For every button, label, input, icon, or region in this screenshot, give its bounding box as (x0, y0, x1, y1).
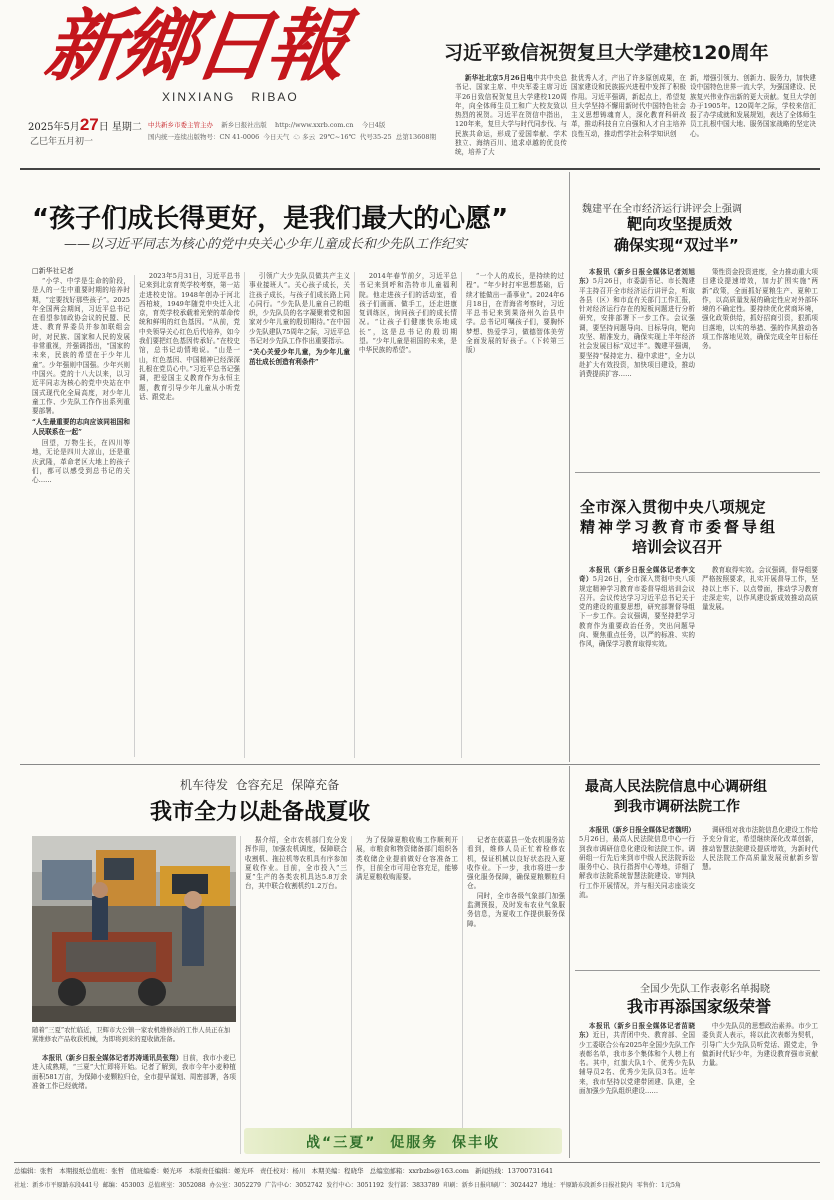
lead-story-subhead3: “关心关爱少年儿童，为少年儿童茁壮成长创造有利条件” (249, 348, 350, 366)
bottom-story-col3 (356, 836, 458, 1154)
right-story3-col1 (579, 826, 695, 966)
weather-icon: ☁ (293, 133, 301, 141)
column-rule (354, 272, 355, 758)
top-story-col1-text: 中共中央总书记、国家主席、中央军委主席习近平26日致信祝贺复旦大学建校120周年，向全体师生员工和广大校友致以热烈的祝贺。习近平在贺信中指出，120年来，复旦大学与时代同步伐、与民族共命运，形成了爱国奉献、学术独立、海纳百川、追求卓越的优良传统，培养了大 (455, 74, 567, 157)
right-story1-kicker: 魏建平在全市经济运行讲评会上强调 (582, 204, 742, 215)
right-story3-col2 (702, 826, 818, 966)
bottom-story-col1 (32, 1054, 236, 1154)
photo-illustration (32, 836, 236, 1022)
weather-label: 今日天气 (263, 133, 290, 141)
postal-code: 代号35-25 (359, 133, 392, 141)
section-divider (575, 472, 820, 473)
masthead-info-line1 (148, 120, 385, 129)
weather-condition: 多云 (302, 133, 316, 141)
right-story4-col2 (702, 1022, 818, 1152)
photo-caption: 随着“三夏”农忙临近，卫辉市大公镇一家农机维修站的工作人员正在加紧维修农产品收获机械，为即将到来的夏收做准备。 (32, 1026, 231, 1043)
right-story4-col1 (579, 1022, 695, 1152)
lead-story-col1-text: “小学、中学是生命的阶段，是人的一生中重要时期的培养时期，“定要找好那些孩子”。2025年全国两会期间，习近平总书记在看望参加政协会议的民盟、民进、教育界委员并参加联组会时，对民族、国家和人民的发展非常重视，并强调指出，“国家的未来，民族的希望在于少年儿童”。少年强则中国强。少年兴则中国兴。党的十八大以来，以习近平同志为核心的党中央站在中国式现代化全局高度，对少年儿童工作、少先队工作作出系列重要部署。 (32, 277, 130, 416)
page-divider (20, 764, 820, 765)
footer-page-editor: 本版责任编辑：姬光环 (188, 1167, 254, 1175)
top-story-col3-text: 新，增强引领力、创新力、服务力，加快建设中国特色世界一流大学，为强国建设、民族复兴伟业作出新的更大贡献。复旦大学创办于1905年。120周年之际，学校来信汇报了办学成就和发展规划，表达了全体师生员工扎根中国大地、服务国家战略的坚定决心。 (690, 74, 816, 138)
right-story1-col1 (579, 268, 695, 468)
right-story3-col1-text: 5月26日，最高人民法院信息中心一行到我市调研信息化建设和法院工作。调研组一行先后来到市中级人民法院诉讼服务中心、执行指挥中心等地，详细了解我市法院系统智慧法院建设、审判执行工作开展情况，并与相关同志座谈交流。 (579, 835, 695, 900)
newspaper-logo: 新鄉日報 (39, 1, 349, 92)
right-story3-title-line2: 到我市调研法院工作 (614, 799, 740, 815)
total-issue-number: 总第13608期 (395, 133, 436, 141)
footer-postcode: 邮编：453003 (102, 1182, 145, 1189)
bottom-story-col4-text: 记者在获嘉县一处农机服务站看到，维修人员正忙着检修农机，保证机械以良好状态投入夏收作业。下一步，我市将进一步强化服务保障，确保夏粮颗粒归仓。 (467, 836, 565, 891)
lead-story-subtitle: ——以习近平同志为核心的党中央关心少年儿童成长和少先队工作纪实 (64, 237, 468, 252)
column-rule (462, 836, 463, 1154)
harvest-banner-text: 战“三夏” 促服务 保丰收 (306, 1135, 500, 1151)
footer-duty-editor: 本期报纸总值班：张哲 (59, 1167, 125, 1175)
right-story1-lead: 本报讯（新乡日报全媒体记者刘旭东） (579, 268, 695, 286)
right-story1-col2 (702, 268, 818, 468)
right-story1-title-line2: 确保实现“双过半” (614, 236, 739, 254)
section-divider-vertical (569, 172, 570, 762)
lead-story-col2 (139, 272, 240, 758)
footer-email[interactable]: 总编室邮箱：xxrbzbs@163.com (369, 1167, 469, 1175)
bottom-story-lead: 本报讯（新乡日报全媒体记者苏涛通讯员张翔） (41, 1054, 183, 1062)
lead-story-col4-text: 2014年春节前夕，习近平总书记来到呼和浩特市儿童福利院。他走进孩子们的活动室，看孩子们画画、做手工，还走进康复训练区，询问孩子们的成长情况。“让孩子们健康快乐地成长”，这是总书记的殷切期望。“少年儿童是祖国的未来，是中华民族的希望”。 (359, 272, 457, 355)
column-rule (134, 275, 135, 757)
right-story1-col1-text: 5月26日，市委副书记、市长魏建平主持召开全市经济运行讲评会，听取各县（区）和市直有关部门工作汇报，针对经济运行存在的短板问题进行分析研究，安排部署下一步工作。会议强调，要坚持问题导向、目标导向，靶向攻坚、精准发力，确保实现上半年经济社会发展目标“双过半”。魏建平强调，要坚持“保持定力、稳中求进”，全力以赴扩大有效投资，加快项目建设，推动消费提质扩容…… (579, 277, 695, 379)
right-story1-title-line1: 靶向攻坚提质效 (627, 215, 733, 233)
bottom-story-col1-text: 目前，我市小麦已进入成熟期，“三夏”大忙即将开始。记者了解到，我市今年小麦种植面积581万亩，为保障小麦颗粒归仓，全市提早谋划、周密部署，各项准备工作已经就绪。 (32, 1054, 236, 1090)
footer-printer: 印刷：新乡日报印刷厂：3024427 (443, 1182, 538, 1189)
right-story3-title-line1: 最高人民法院信息中心调研组 (585, 779, 767, 795)
footer-ad-center-phone: 广告中心：3052742 (264, 1182, 323, 1189)
lead-story-col3-text: 引领广大少先队员做共产主义事业接班人”。关心孩子成长，关注孩子成长，与孩子们成长路上同心同行。“少先队是儿童自己的组织，少先队员的名字凝聚着党和国家对少年儿童的殷切期待。”在中国少先队建队75周年之际，习近平总书记对少先队工作作出重要指示。 (249, 272, 350, 346)
footer-designer: 本期美编：程晓华 (311, 1167, 364, 1175)
footer-editor-in-chief: 总编辑：张哲 (14, 1167, 53, 1175)
top-story-col3 (690, 74, 816, 164)
top-story-col2-text: 批优秀人才，产出了许多原创成果，在国家建设和民族振兴进程中发挥了积极作用。习近平强调，新起点上，希望复旦大学坚持不懈用新时代中国特色社会主义思想铸魂育人，深化教育科研改革，推动科技自立自强和人才自主培养良性互动，推动哲学社会科学知识创 (571, 74, 686, 138)
bottom-story-col5-text: 同时，全市各级气象部门加强监测预报，及时发布农业气象服务信息，为夏收工作提供服务保障。 (467, 891, 565, 928)
right-story4-col1-text: 近日，共青团中央、教育部、全国少工委联合公布2025年全国少先队工作表彰名单，我市多个集体和个人榜上有名。其中，红旗大队1个、优秀少先队辅导员2名、优秀少先队员3名。近年来，我市坚持以党建带团建、队建，全面加强少先队组织建设…… (579, 1031, 695, 1096)
bottom-story-kicker: 机车待发 仓容充足 保障充备 (180, 778, 340, 792)
bottom-story-col2 (245, 836, 347, 1154)
top-story-lead: 新华社北京5月26日电 (464, 74, 534, 82)
column-rule (461, 272, 462, 758)
masthead-divider (20, 168, 820, 170)
bottom-story-title: 我市全力以赴备战夏收 (150, 800, 371, 825)
right-story2-title-line2: 精神学习教育市委督导组 (580, 518, 779, 536)
footer-distribution-dept-phone: 发行部：3833789 (387, 1182, 440, 1189)
right-story3-col2-text: 调研组对我市法院信息化建设工作给予充分肯定，希望继续深化改革创新，推动智慧法院建设提质增效，为新时代人民法院工作高质量发展贡献新乡智慧。 (702, 826, 818, 872)
column-rule (240, 836, 241, 1154)
right-story2-title-line3: 培训会议召开 (632, 538, 723, 556)
right-story3-lead: 本报讯（新乡日报全媒体记者魏明） (588, 826, 695, 834)
right-story2-col1 (579, 566, 695, 760)
footer-office-phone: 办公室：3052279 (209, 1182, 262, 1189)
masthead-info-line2 (148, 132, 436, 141)
lead-story-col5 (466, 272, 564, 758)
right-story2-title-line1: 全市深入贯彻中央八项规定 (580, 498, 767, 516)
footer-proofreader: 责任校对：杨川 (259, 1167, 306, 1175)
right-story4-col2-text: 中少先队员的思想政治素养。市少工委负责人表示，将以此次表彰为契机，引导广大少先队员听党话、跟党走，争做新时代好少年，为建设教育强市贡献力量。 (702, 1022, 818, 1068)
footer-line2 (14, 1180, 820, 1189)
publisher-owner: 中共新乡市委主管主办 (148, 121, 213, 129)
right-story4-title: 我市再添国家级荣誉 (627, 997, 772, 1016)
lead-story-col5-text: “一个人的成长，是持续的过程”。“年少时打牢思想基础，后续才能做出一番事业”。2024年6月18日，在青海省考察时，习近平总书记来到果洛州久治县中学。总书记叮嘱孩子们，要胸怀梦想、热爱学习，做德智体美劳全面发展的好孩子。（下转第三版） (466, 272, 564, 355)
footer-duty-room-phone: 总值班室：3052088 (148, 1182, 206, 1189)
weather-temperature: 29℃~16℃ (319, 133, 356, 141)
publisher: 新乡日报社出版 (221, 121, 267, 129)
website-link[interactable]: http://www.xxrb.com.cn (275, 121, 354, 129)
right-story1-col2-text: 策性资金投资进度，全力推动重大项目建设提速增效，加力扩围实施“两新”政策，全面抓好夏粮生产、夏种工作，以高质量发展的确定性应对外部环境的不确定性。要持续优化营商环境，强化政策供给，抓好招商引资，狠抓项目落地，以实的举措、强的作风推动各项工作落地见效，确保完成全年目标任务。 (702, 268, 818, 351)
right-story2-col2 (702, 566, 818, 760)
top-headline: 习近平致信祝贺复旦大学建校120周年 (444, 42, 769, 64)
lead-story-col2-text: 2023年5月31日，习近平总书记来到北京育英学校考察，第一站走进校史馆。1948年创办于河北西柏坡，1949年随党中央迁入北京，育英学校承载着光荣的革命传统和鲜明的红色基因。“从前，党中央领导关心红色后代培养，如今我们要把红色基因传承好。”在校史馆，总书记动情地说。“山是一山，红色基因、中国精神已经深深扎根在党员心中。”习近平总书记强调，把爱国主义教育作为永恒主题，教育引导少年儿童从小听党话、跟党走。 (139, 272, 240, 401)
footer-price: 零售价：1元5角 (636, 1182, 681, 1189)
top-story-col1 (455, 74, 567, 164)
bottom-story-col2-text: 据介绍，全市农机部门充分发挥作用，加强农机调度，保障联合收割机、拖拉机等农机具有序参加夏收作业。目前，全市投入“三夏”生产的各类农机具达5.8万余台，其中联合收割机约1.2万台。 (245, 836, 347, 891)
issue-date (28, 115, 142, 135)
footer-distribution-phone: 发行中心：3051192 (326, 1182, 385, 1189)
issue-day: 27 (79, 115, 99, 134)
footer-line1 (14, 1166, 820, 1175)
top-story-col2 (571, 74, 686, 164)
footer-hotline: 新闻热线：13700731641 (475, 1167, 554, 1175)
right-story4-kicker: 全国少先队工作表彰名单揭晓 (640, 984, 770, 995)
column-rule (351, 836, 352, 1154)
issue-weekday: 日 星期二 (98, 122, 142, 133)
bottom-story-col4 (467, 836, 565, 1154)
footer-printer-address: 地址：平原路东段新乡日报社院内 (541, 1182, 633, 1189)
bottom-story-col3-text: 为了保障夏粮收购工作顺利开展，市粮食和物资储备部门组织各类收储企业提前做好仓容准备工作，目前全市可用仓容充足，能够满足夏粮收购需要。 (356, 836, 458, 882)
lead-story-col3 (249, 272, 350, 758)
harvest-banner (244, 1128, 562, 1154)
issue-year-month: 2025年5月 (28, 122, 80, 133)
column-rule (244, 272, 245, 758)
lead-story-col4 (359, 272, 457, 758)
footer-address: 社址：新乡市平原路东段441号 (14, 1182, 99, 1189)
right-story2-col2-text: 教育取得实效。会议强调，督导组要严格按照要求，扎实开展督导工作，坚持以上率下、以点带面，推动学习教育走深走实，以作风建设新成效推动高质量发展。 (702, 566, 818, 612)
right-story2-col1-text: 5月26日，全市深入贯彻中央八项规定精神学习教育市委督导组培训会议召开。会议传达学习习近平总书记关于党的建设的重要思想，研究部署督导组下一步工作。会议强调，要坚持把学习教育作为重要政治任务，突出问题导向、聚焦重点任务，以严的标准、实的作风，确保学习教育取得实效。 (579, 575, 695, 649)
logo-pinyin: XINXIANG RIBAO (162, 90, 299, 104)
lead-story-col1 (32, 277, 130, 757)
publication-number: 国内统一连续出版物号：CN 41-0006 (148, 133, 260, 141)
lead-story-col1b-text: 回望，万物生长，在四川等地，无论是四川大凉山，还是重庆武隆，革命老区大地上的孩子们，都可以感受到总书记的关心…… (32, 439, 130, 485)
harvester-repair-photo (32, 836, 236, 1022)
lead-story-subhead1: “人生最重要的志向应该同祖国和人民联系在一起” (32, 418, 130, 436)
right-story2-lead: 本报讯（新乡日报全媒体记者李文奇） (579, 566, 695, 584)
footer-divider (14, 1162, 820, 1163)
lunar-date: 乙巳年五月初一 (30, 137, 94, 147)
footer-duty-board: 值班编委：姬光环 (130, 1167, 183, 1175)
page-count: 今日4版 (361, 121, 386, 129)
lead-story-title: “孩子们成长得更好，是我们最大的心愿” (32, 204, 509, 234)
lead-story-byline: □新华社记者 (32, 267, 74, 275)
section-divider (575, 970, 820, 971)
section-divider-vertical (569, 766, 570, 1158)
right-story4-lead: 本报讯（新乡日报全媒体记者苗晓东） (579, 1022, 695, 1040)
